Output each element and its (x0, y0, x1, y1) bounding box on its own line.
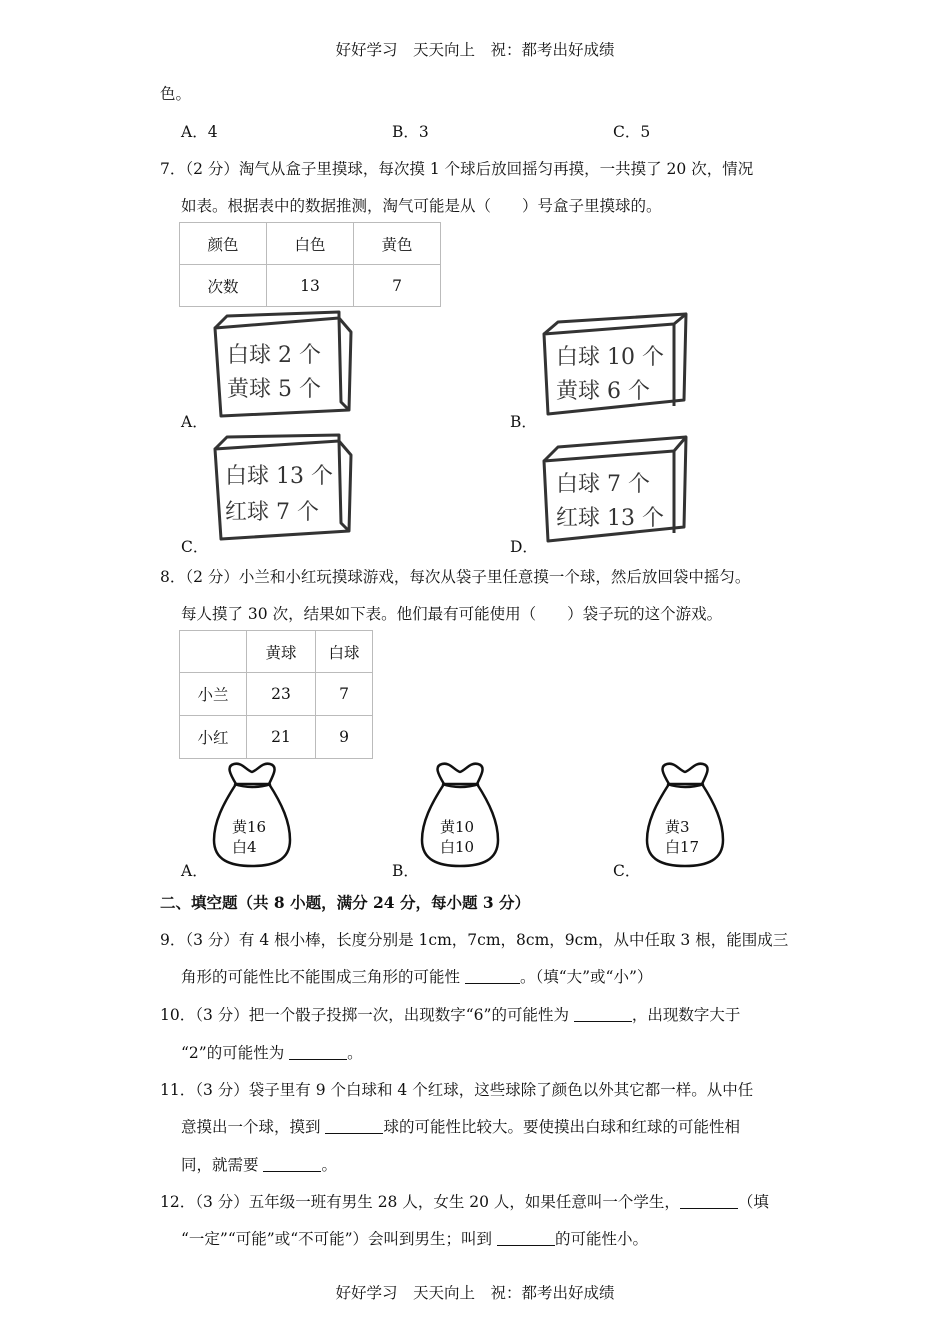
page-header: 好好学习 天天向上 祝：都考出好成绩 (335, 41, 615, 59)
q10-line2-text: “2”的可能性为 (181, 1044, 290, 1062)
q10-line1-text: 10．（3 分）把一个骰子投掷一次，出现数字“6”的可能性为 (160, 1006, 574, 1024)
q7-box-a-label: A． (181, 413, 208, 431)
q11-line2-text: 意摸出一个球，摸到 (181, 1118, 326, 1136)
q11-line3 (181, 1153, 337, 1175)
q9-line2 (181, 965, 652, 987)
q7-table-cell: 7 (354, 265, 441, 307)
q7-box-b-line1: 白球 10 个 (556, 345, 664, 370)
q8-table (179, 630, 373, 759)
q8-bag-c-image (643, 760, 728, 870)
q7-box-b-image (538, 310, 690, 418)
q7-line1: 7．（2 分）淘气从盒子里摸球，每次摸 1 个球后放回摇匀再摸，一共摸了 20 次，情况 (160, 160, 754, 178)
q8-bag-a-label: A． (181, 862, 208, 880)
q7-table (179, 222, 441, 307)
q8-table-header (180, 631, 247, 673)
answer-blank[interactable] (289, 1045, 347, 1060)
q7-table-cell: 次数 (180, 265, 267, 307)
q7-box-b-line2: 黄球 6 个 (556, 379, 650, 404)
q9-line2-tail: 。（填“大”或“小”） (519, 968, 653, 986)
answer-blank[interactable] (574, 1007, 632, 1022)
q9-line2-text: 角形的可能性比不能围成三角形的可能性 (181, 968, 465, 986)
q8-table-cell: 小兰 (180, 673, 247, 716)
q8-table-header: 白球 (316, 631, 373, 673)
q9-line1: 9．（3 分）有 4 根小棒，长度分别是 1cm，7cm，8cm，9cm，从中任取 3 根，能围成三 (160, 931, 789, 949)
q6-option-b: B．3 (392, 123, 429, 141)
q8-bag-b-label: B． (392, 862, 419, 880)
q8-bag-b-image (418, 760, 503, 870)
q12-line1-tail: （填 (737, 1193, 769, 1211)
q7-line2: 如表。根据表中的数据推测，淘气可能是从（ ）号盒子里摸球的。 (181, 197, 662, 215)
q10-line2 (181, 1041, 363, 1063)
q8-bag-b-line1: 黄10 (440, 818, 475, 836)
q12-line2-tail: 的可能性小。 (554, 1230, 648, 1248)
q8-bag-a-image (210, 760, 295, 870)
q10-line1 (160, 1003, 740, 1025)
q10-line2-tail: 。 (347, 1044, 363, 1062)
q8-line2: 每人摸了 30 次，结果如下表。他们最有可能使用（ ）袋子玩的这个游戏。 (181, 605, 723, 623)
q8-table-cell: 小红 (180, 716, 247, 759)
q7-box-a-image (209, 310, 354, 418)
q7-table-header: 黄色 (354, 223, 441, 265)
q7-box-c-line2: 红球 7 个 (225, 500, 319, 525)
q7-table-header: 颜色 (180, 223, 267, 265)
q7-box-a-line1: 白球 2 个 (227, 343, 321, 368)
q8-table-cell: 7 (316, 673, 373, 716)
q7-box-c-image (209, 433, 354, 541)
q11-line3-text: 同，就需要 (181, 1156, 264, 1174)
q7-box-d-line1: 白球 7 个 (556, 472, 650, 497)
q7-box-c-label: C． (181, 538, 209, 556)
section-heading: 二、填空题（共 8 小题，满分 24 分，每小题 3 分） (160, 893, 531, 912)
q7-box-d-image (538, 433, 690, 545)
page-footer: 好好学习 天天向上 祝：都考出好成绩 (335, 1284, 615, 1302)
q11-line2 (181, 1115, 740, 1137)
q12-line2-text: “一定”“可能”或“不可能”）会叫到男生；叫到 (181, 1230, 497, 1248)
q8-table-cell: 23 (247, 673, 316, 716)
q11-line1: 11．（3 分）袋子里有 9 个白球和 4 个红球，这些球除了颜色以外其它都一样。从中任 (160, 1081, 754, 1099)
q12-line2 (181, 1227, 648, 1249)
q6-option-a: A．4 (181, 123, 218, 141)
answer-blank[interactable] (680, 1194, 738, 1209)
q8-table-header: 黄球 (247, 631, 316, 673)
q12-line1-text: 12．（3 分）五年级一班有男生 28 人，女生 20 人，如果任意叫一个学生， (160, 1193, 680, 1211)
q7-box-a-line2: 黄球 5 个 (227, 377, 321, 402)
q7-box-d-line2: 红球 13 个 (556, 506, 664, 531)
q7-table-header: 白色 (267, 223, 354, 265)
q8-bag-a-line2: 白4 (232, 838, 257, 856)
q6-option-c: C．5 (613, 123, 651, 141)
q8-bag-c-label: C． (613, 862, 641, 880)
q8-bag-a-line1: 黄16 (232, 818, 267, 836)
answer-blank[interactable] (465, 969, 520, 984)
answer-blank[interactable] (497, 1231, 555, 1246)
q7-box-b-label: B． (510, 413, 537, 431)
q8-bag-b-line2: 白10 (440, 838, 475, 856)
q6-tail-text: 色。 (160, 85, 192, 103)
q12-line1 (160, 1190, 769, 1212)
q11-line3-tail: 。 (321, 1156, 337, 1174)
q8-line1: 8．（2 分）小兰和小红玩摸球游戏，每次从袋子里任意摸一个球，然后放回袋中摇匀。 (160, 568, 751, 586)
q7-box-c-line1: 白球 13 个 (225, 464, 333, 489)
answer-blank[interactable] (263, 1157, 321, 1172)
q7-box-d-label: D． (510, 538, 538, 556)
q8-bag-c-line2: 白17 (665, 838, 700, 856)
q8-table-cell: 9 (316, 716, 373, 759)
q8-table-cell: 21 (247, 716, 316, 759)
q10-line1-tail: ，出现数字大于 (631, 1006, 741, 1024)
q11-line2-tail: 球的可能性比较大。要使摸出白球和红球的可能性相 (383, 1118, 740, 1136)
answer-blank[interactable] (325, 1119, 383, 1134)
q8-bag-c-line1: 黄3 (665, 818, 690, 836)
q7-table-cell: 13 (267, 265, 354, 307)
